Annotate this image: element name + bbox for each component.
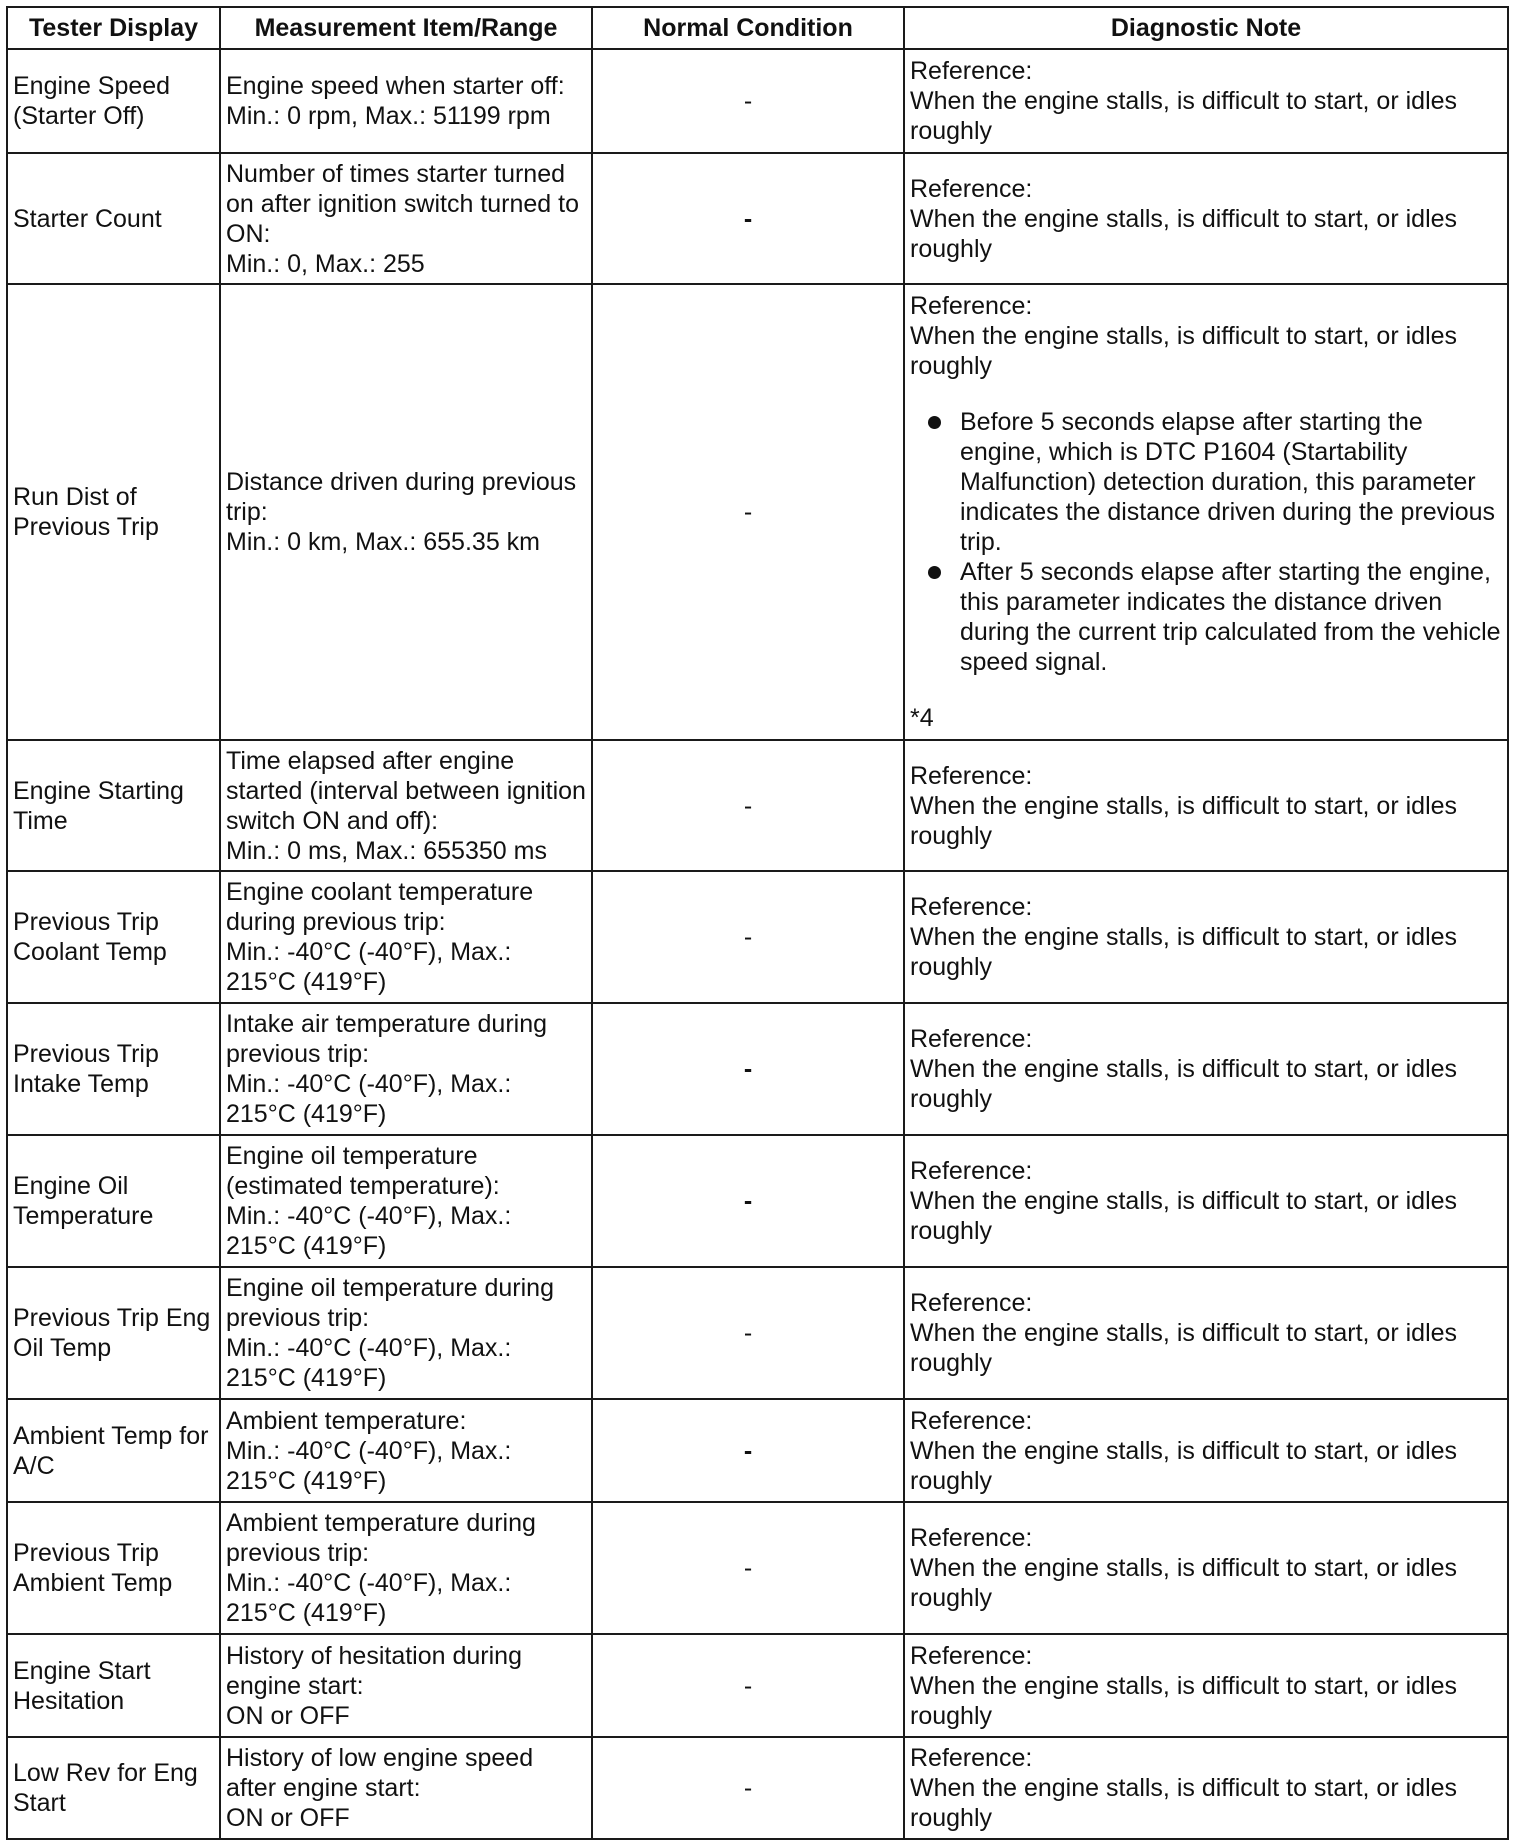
measurement-line: History of low engine speed after engine start: xyxy=(226,1744,534,1802)
measurement-range: Min.: -40°C (-40°F), Max.: 215°C (419°F) xyxy=(226,1569,512,1627)
measurement-line: Engine oil temperature during previous trip: xyxy=(226,1274,554,1332)
tester-display-cell: Engine Starting Time xyxy=(7,740,220,871)
header-row xyxy=(7,7,1508,49)
note-reference: Reference: xyxy=(910,174,1033,203)
normal-condition-cell: - xyxy=(592,1267,904,1399)
header-tester-display: Tester Display xyxy=(7,7,220,49)
note-reference: Reference: xyxy=(910,1744,1033,1772)
normal-condition-cell: - xyxy=(592,1634,904,1737)
measurement-cell xyxy=(220,1634,592,1737)
note-text: When the engine stalls, is difficult to start, or idles roughly xyxy=(910,923,1458,981)
measurement-cell xyxy=(220,871,592,1003)
note-reference: Reference: xyxy=(910,1025,1033,1053)
header-measurement-item: Measurement Item/Range xyxy=(220,7,592,49)
tester-display-cell: Low Rev for Eng Start xyxy=(7,1737,220,1839)
measurement-range: Min.: -40°C (-40°F), Max.: 215°C (419°F) xyxy=(226,1202,512,1260)
normal-condition-cell: - xyxy=(592,1399,904,1502)
normal-condition-cell: - xyxy=(592,1737,904,1839)
table-row xyxy=(7,1737,1508,1839)
table-row xyxy=(7,1135,1508,1267)
note-reference: Reference: xyxy=(910,1524,1033,1552)
note-text: When the engine stalls, is difficult to start, or idles roughly xyxy=(910,1554,1458,1612)
table-row xyxy=(7,153,1508,284)
normal-condition-cell: - xyxy=(592,49,904,153)
diagnostic-note-cell xyxy=(904,1267,1508,1399)
diagnostic-note-cell xyxy=(904,1135,1508,1267)
note-reference: Reference: xyxy=(910,57,1033,85)
measurement-cell xyxy=(220,284,592,740)
measurement-range: Min.: -40°C (-40°F), Max.: 215°C (419°F) xyxy=(226,1334,512,1392)
measurement-range: Min.: -40°C (-40°F), Max.: 215°C (419°F) xyxy=(226,1070,512,1128)
measurement-line: Engine oil temperature (estimated temperature): xyxy=(226,1142,500,1200)
note-text: When the engine stalls, is difficult to start, or idles roughly xyxy=(910,791,1458,850)
measurement-cell xyxy=(220,740,592,871)
table-row xyxy=(7,1502,1508,1634)
measurement-range: Min.: -40°C (-40°F), Max.: 215°C (419°F) xyxy=(226,1436,512,1495)
diagnostic-note-cell xyxy=(904,284,1508,740)
tester-display-cell: Engine Speed (Starter Off) xyxy=(7,49,220,153)
tester-display-cell: Previous Trip Eng Oil Temp xyxy=(7,1267,220,1399)
header-normal-condition: Normal Condition xyxy=(592,7,904,49)
table-row xyxy=(7,871,1508,1003)
list-item xyxy=(910,407,1502,557)
measurement-line: Time elapsed after engine started (interval between ignition switch ON and off): xyxy=(226,746,586,835)
bullet-text: After 5 seconds elapse after starting the engine, this parameter indicates the distance driven during the current trip calculated from the vehicle speed signal. xyxy=(960,558,1501,676)
normal-condition-cell: - xyxy=(592,1135,904,1267)
table-row xyxy=(7,49,1508,153)
note-text: When the engine stalls, is difficult to start, or idles roughly xyxy=(910,1055,1458,1113)
tester-display-cell: Engine Oil Temperature xyxy=(7,1135,220,1267)
measurement-range: ON or OFF xyxy=(226,1701,350,1730)
diagnostic-note-cell xyxy=(904,1634,1508,1737)
measurement-line: Number of times starter turned on after ignition switch turned to ON: xyxy=(226,159,579,248)
measurement-cell xyxy=(220,1399,592,1502)
measurement-line: History of hesitation during engine start: xyxy=(226,1641,522,1700)
measurement-line: Ambient temperature: xyxy=(226,1406,467,1435)
measurement-range: Min.: 0, Max.: 255 xyxy=(226,249,425,278)
note-text: When the engine stalls, is difficult to start, or idles roughly xyxy=(910,1671,1458,1730)
measurement-cell xyxy=(220,153,592,284)
note-reference: Reference: xyxy=(910,1641,1033,1670)
note-reference: Reference: xyxy=(910,1406,1033,1435)
note-text: When the engine stalls, is difficult to start, or idles roughly xyxy=(910,1774,1458,1832)
normal-condition-cell: - xyxy=(592,1003,904,1135)
tester-display-cell: Previous Trip Coolant Temp xyxy=(7,871,220,1003)
measurement-cell xyxy=(220,1737,592,1839)
table-row xyxy=(7,284,1508,740)
measurement-range: Min.: 0 rpm, Max.: 51199 rpm xyxy=(226,102,551,130)
note-text: When the engine stalls, is difficult to start, or idles roughly xyxy=(910,1319,1458,1377)
measurement-line: Engine coolant temperature during previous trip: xyxy=(226,878,534,936)
measurement-range: Min.: 0 ms, Max.: 655350 ms xyxy=(226,836,547,865)
header-diagnostic-note: Diagnostic Note xyxy=(904,7,1508,49)
note-text: When the engine stalls, is difficult to start, or idles roughly xyxy=(910,87,1458,145)
note-bullet-list xyxy=(910,407,1502,677)
normal-condition-cell: - xyxy=(592,1502,904,1634)
measurement-cell xyxy=(220,49,592,153)
note-text: When the engine stalls, is difficult to start, or idles roughly xyxy=(910,322,1458,380)
diagnostic-note-cell xyxy=(904,1502,1508,1634)
table-row xyxy=(7,1634,1508,1737)
diagnostic-note-cell xyxy=(904,1003,1508,1135)
measurement-range: Min.: -40°C (-40°F), Max.: 215°C (419°F) xyxy=(226,938,512,996)
diagnostic-note-cell xyxy=(904,153,1508,284)
measurement-line: Engine speed when starter off: xyxy=(226,72,565,100)
diagnostic-note-cell xyxy=(904,740,1508,871)
measurement-cell xyxy=(220,1135,592,1267)
list-item xyxy=(910,557,1502,677)
tester-display-cell: Previous Trip Intake Temp xyxy=(7,1003,220,1135)
table-row xyxy=(7,1399,1508,1502)
normal-condition-cell: - xyxy=(592,284,904,740)
note-reference: Reference: xyxy=(910,761,1033,790)
normal-condition-cell: - xyxy=(592,871,904,1003)
table-row xyxy=(7,740,1508,871)
note-reference: Reference: xyxy=(910,893,1033,921)
tester-display-cell: Engine Start Hesitation xyxy=(7,1634,220,1737)
diagnostic-note-cell xyxy=(904,871,1508,1003)
measurement-line: Intake air temperature during previous trip: xyxy=(226,1010,548,1068)
note-text: When the engine stalls, is difficult to start, or idles roughly xyxy=(910,204,1458,263)
table-row xyxy=(7,1003,1508,1135)
diagnostic-note-cell xyxy=(904,49,1508,153)
measurement-cell xyxy=(220,1502,592,1634)
measurement-line: Ambient temperature during previous trip: xyxy=(226,1509,536,1567)
note-text: When the engine stalls, is difficult to start, or idles roughly xyxy=(910,1187,1458,1245)
normal-condition-cell: - xyxy=(592,740,904,871)
measurement-cell xyxy=(220,1003,592,1135)
tester-display-cell: Ambient Temp for A/C xyxy=(7,1399,220,1502)
note-reference: Reference: xyxy=(910,292,1033,320)
normal-condition-cell: - xyxy=(592,153,904,284)
measurement-range: Min.: 0 km, Max.: 655.35 km xyxy=(226,528,540,556)
footnote-marker: *4 xyxy=(910,704,934,732)
bullet-dot-icon xyxy=(928,416,941,429)
note-text: When the engine stalls, is difficult to start, or idles roughly xyxy=(910,1436,1458,1495)
tester-display-cell: Run Dist of Previous Trip xyxy=(7,284,220,740)
bullet-text: Before 5 seconds elapse after starting the engine, which is DTC P1604 (Startability Malfunction) detection duration, this parameter indicates the distance driven during the previous trip. xyxy=(960,408,1496,556)
measurement-range: ON or OFF xyxy=(226,1804,350,1832)
table-row xyxy=(7,1267,1508,1399)
measurement-line: Distance driven during previous trip: xyxy=(226,468,577,526)
note-reference: Reference: xyxy=(910,1157,1033,1185)
tester-display-cell: Previous Trip Ambient Temp xyxy=(7,1502,220,1634)
tester-display-cell: Starter Count xyxy=(7,153,220,284)
data-list-table xyxy=(6,6,1509,1840)
note-reference: Reference: xyxy=(910,1289,1033,1317)
diagnostic-note-cell xyxy=(904,1399,1508,1502)
diagnostic-note-cell xyxy=(904,1737,1508,1839)
bullet-dot-icon xyxy=(928,566,941,579)
measurement-cell xyxy=(220,1267,592,1399)
